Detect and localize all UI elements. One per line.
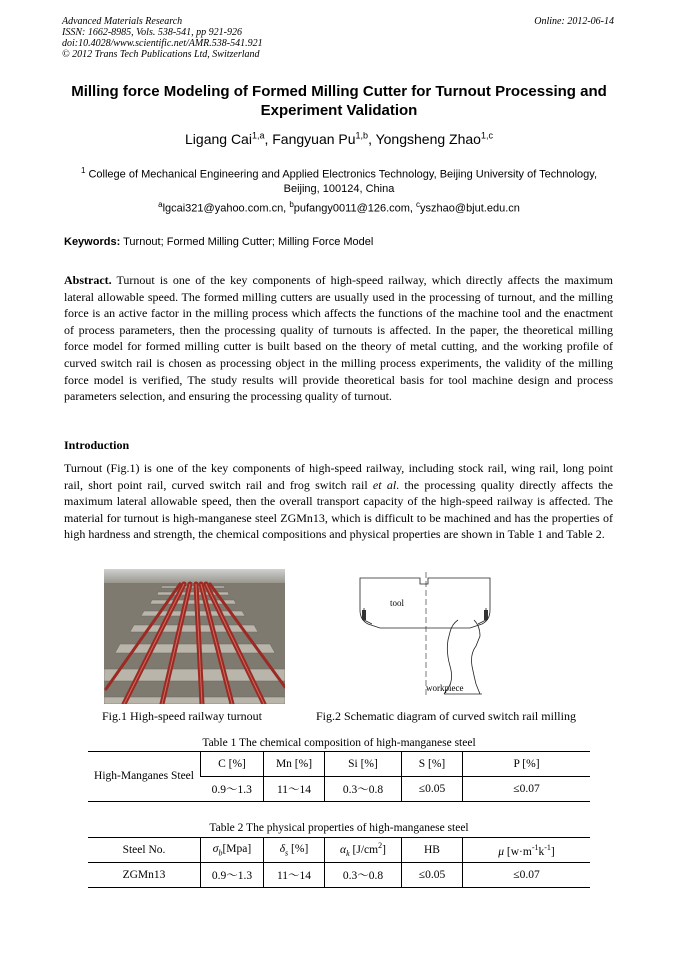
introduction-text: Turnout (Fig.1) is one of the key components of high-speed railway, including stock rail, wing rail, long point rail, short point rail, curved switch rail and frog switch rail et al. the processing quality directly affects the maximum lateral allowable speed, then the overall transport capacity of the high-speed railway is affected. The material for turnout is high-manganese steel ZGMn13, which is difficult to be machined and has the properties of high hardness and strength, the chemical compositions and physical properties are shown in Table 1 and Table 2. (64, 461, 613, 542)
table2-value-alpha: 0.3～0.8 (325, 863, 402, 888)
fig1-caption: Fig.1 High-speed railway turnout (102, 709, 262, 723)
abstract-text: Turnout is one of the key components of high-speed railway, which directly affects the maximum lateral allowable speed. The formed milling cutters are usually used in the processing of turnout, and the milling force is an active factor in the milling process which affects the functions of the machine tool and the enactment of process parameters, then the processing quality of turnouts is affected. In the paper, the theoretical milling force model for formed milling cutter is built based on the theory of metal cutting, and the working profile of curved switch rail is chosen as processing object in the milling process experiments, the validity of the milling force model is verified, The study results will provide theoretical basis for tool machine design and process parameters selection, and ensuring the processing quality of turnout. (64, 273, 613, 404)
table2-header-steel: Steel No. (88, 838, 201, 863)
journal-name: Advanced Materials Research (62, 16, 183, 27)
journal-header (62, 16, 263, 60)
online-date: Online: 2012-06-14 (534, 16, 614, 27)
table1-header-mn: Mn [%] (264, 752, 325, 777)
abstract (64, 272, 613, 405)
email-a: lgcai321@yahoo.com.cn, (162, 202, 290, 215)
affiliation: $^1$ College of Mechanical Engineering and Applied Electronics Technology, Beijing University of Technology, Beijing, 100124, China (80, 166, 598, 195)
table1-row-label: High-Manganes Steel (88, 752, 201, 802)
table1-value-c: 0.9～1.3 (211, 784, 252, 796)
keywords (64, 236, 373, 248)
table2-header-delta: $\delta_s$ [%] (264, 838, 325, 863)
table2-header-mu: μ $[w\cdot m^{-1}k^{-1}]$ (463, 838, 591, 863)
table2-value-hb: ≤0.05 (402, 863, 463, 888)
introduction-heading: Introduction (64, 438, 130, 452)
railway-turnout-photo (104, 569, 285, 704)
table2-caption: Table 2 The physical properties of high-manganese steel (209, 822, 469, 834)
email-list: $^a$lgcai321@yahoo.com.cn, $^b$pufangy0011@126.com, $^c$yszhao@bjut.edu.cn (158, 200, 520, 215)
table1-header-p: P [%] (463, 752, 591, 777)
table2-value-delta: 11～14 (264, 863, 325, 888)
email-b: pufangy0011@126.com, (293, 202, 417, 215)
copyright-line: © 2012 Trans Tech Publications Ltd, Switzerland (62, 49, 260, 60)
paper-title: Milling force Modeling of Formed Milling Cutter for Turnout Processing and Experiment Validation (71, 83, 607, 119)
table1-value-s: ≤0.05 (402, 777, 463, 802)
table1-header-si: Si [%] (325, 752, 402, 777)
workpiece-label: workpiece (426, 683, 464, 693)
table1 (88, 751, 590, 802)
table1-header-s: S [%] (402, 752, 463, 777)
table1-header-c: C [%] (201, 752, 264, 777)
keywords-text: Turnout; Formed Milling Cutter; Milling Force Model (123, 236, 374, 248)
table1-value-p: ≤0.07 (463, 777, 591, 802)
table1-caption: Table 1 The chemical composition of high-manganese steel (202, 737, 476, 749)
fig2-caption: Fig.2 Schematic diagram of curved switch rail milling (316, 709, 576, 723)
table2-row-label: ZGMn13 (122, 869, 166, 881)
table2-header-alpha: $\alpha_k$ $[J/cm^2]$ (325, 838, 402, 863)
email-c: yszhao@bjut.edu.cn (420, 202, 520, 215)
table2-value-sigma: 0.9～1.3 (201, 863, 264, 888)
table1-value-mn: 11～14 (264, 777, 325, 802)
doi-line: doi:10.4028/www.scientific.net/AMR.538-541.921 (62, 38, 263, 49)
table2-header-sigma: $\sigma_b[Mpa]$ (201, 838, 264, 863)
author-3: Yongsheng Zhao$^{1,c}$ (375, 130, 493, 147)
table2-value-mu: ≤0.07 (463, 863, 591, 888)
author-1: Ligang Cai$^{1,a}$, (185, 130, 273, 147)
abstract-label: Abstract. (64, 273, 112, 287)
table1-value-si: 0.3～0.8 (325, 777, 402, 802)
milling-schematic-diagram (340, 570, 500, 700)
keywords-label: Keywords: (64, 236, 121, 248)
tool-label: tool (390, 598, 405, 608)
author-list (62, 130, 616, 147)
table2-header-hb: HB (402, 838, 463, 863)
table2 (88, 837, 590, 888)
author-2: Fangyuan Pu$^{1,b}$, (272, 130, 376, 147)
issn-line: ISSN: 1662-8985, Vols. 538-541, pp 921-926 (62, 27, 242, 38)
